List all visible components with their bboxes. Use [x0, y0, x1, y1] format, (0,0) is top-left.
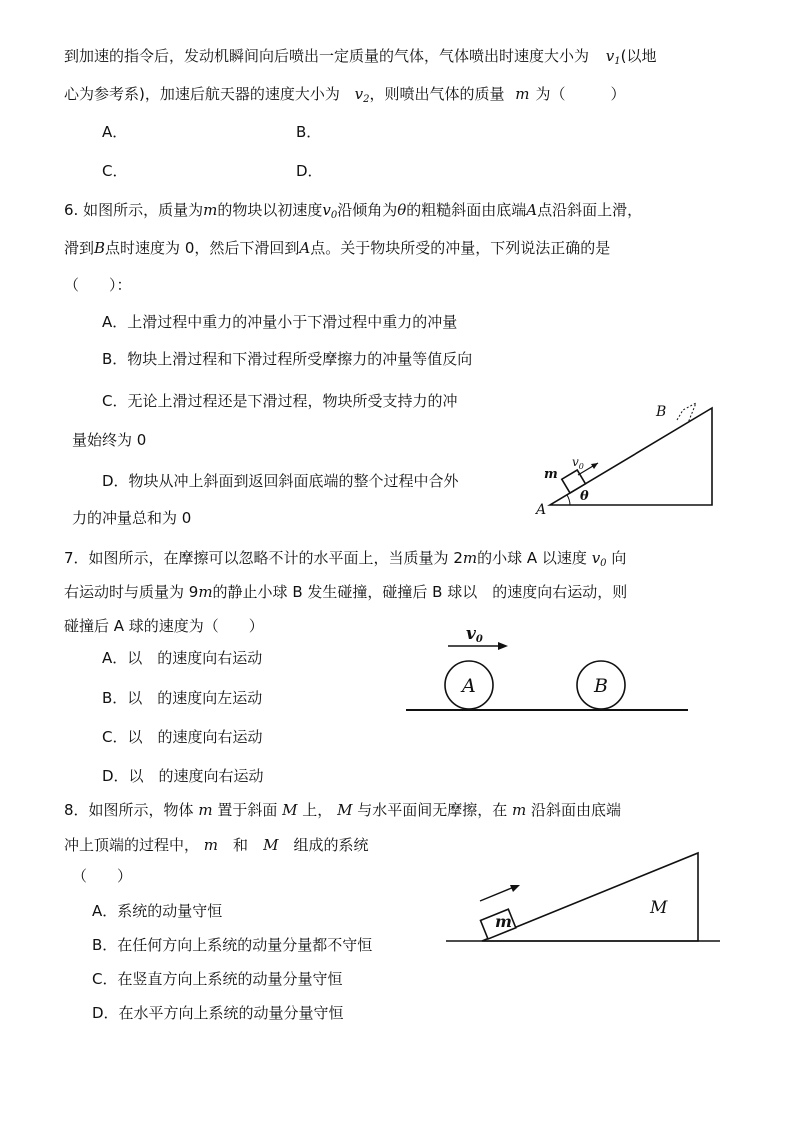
q6-stem-line-1: 6. 如图所示，质量为m的物块以初速度$v_0$沿倾角为θ的粗糙斜面由底端A点沿斜面上滑，: [64, 201, 643, 221]
q7-option-d: D．以 的速度向右运动: [102, 767, 264, 785]
label-M: M: [650, 898, 668, 918]
label-ball-b: B: [594, 675, 608, 697]
q8-answer-blank: （ ）: [72, 867, 133, 885]
q6-option-c-line-2: 量始终为 0: [72, 431, 147, 449]
label-m: m: [544, 467, 558, 482]
label-m: m: [495, 912, 512, 931]
q7-option-a: A．以 的速度向右运动: [102, 649, 263, 667]
q5-m-symbol: m: [515, 85, 530, 103]
q7-option-b: B．以 的速度向左运动: [102, 689, 263, 707]
label-b: B: [656, 404, 667, 420]
q6-option-a: A．上滑过程中重力的冲量小于下滑过程中重力的冲量: [102, 313, 458, 331]
label-ball-a: A: [462, 675, 476, 697]
label-a: A: [536, 502, 547, 518]
velocity-arrow: [480, 887, 514, 901]
label-theta: θ: [580, 489, 589, 504]
q8-option-c: C．在竖直方向上系统的动量分量守恒: [92, 970, 343, 988]
q5-option-d: D．: [296, 162, 323, 180]
q8-option-b: B．在任何方向上系统的动量分量都不守恒: [92, 936, 373, 954]
q6-option-c-line-1: C．无论上滑过程还是下滑过程，物块所受支持力的冲: [102, 392, 458, 410]
q7-collision-figure: [400, 618, 700, 718]
q5-v1-symbol: $v_1$: [605, 47, 621, 67]
q5-v2-symbol: $v_2$: [354, 85, 370, 105]
q8-stem-line-2: 冲上顶端的过程中， m 和 M 组成的系统: [64, 836, 369, 854]
q8-stem-line-1: 8．如图所示，物体 m 置于斜面 M 上， M 与水平面间无摩擦，在 m 沿斜面由底端: [64, 801, 622, 819]
q6-option-d-line-1: D．物块从冲上斜面到返回斜面底端的整个过程中合外: [102, 472, 459, 490]
q8-option-a: A．系统的动量守恒: [92, 902, 223, 920]
q7-option-c: C．以 的速度向右运动: [102, 728, 263, 746]
q5-line-2: 心为参考系)，加速后航天器的速度大小为 $v_2$，则喷出气体的质量 m 为（ ）: [64, 85, 626, 105]
q7-stem-line-2: 右运动时与质量为 9m的静止小球 B 发生碰撞，碰撞后 B 球以 的速度向右运动，则: [64, 583, 628, 601]
label-v0: v0: [466, 624, 483, 645]
q5-option-c: C．: [102, 162, 128, 180]
q8-wedge-figure: [440, 845, 725, 950]
q5-line-1: 到加速的指令后，发动机瞬间向后喷出一定质量的气体，气体喷出时速度大小为 $v_1$(以地: [64, 47, 657, 67]
theta-arc: [567, 495, 570, 505]
q6-stem-line-2: 滑到B点时速度为 0，然后下滑回到A点。关于物块所受的冲量，下列说法正确的是: [64, 239, 611, 257]
q6-option-d-line-2: 力的冲量总和为 0: [72, 509, 192, 527]
q5-option-b: B．: [296, 123, 322, 141]
q7-stem-line-3: 碰撞后 A 球的速度为（ ）: [64, 617, 264, 635]
q6-incline-figure: [528, 392, 728, 522]
q8-option-d: D．在水平方向上系统的动量分量守恒: [92, 1004, 344, 1022]
q5-option-a: A．: [102, 123, 128, 141]
q6-option-b: B．物块上滑过程和下滑过程所受摩擦力的冲量等值反向: [102, 350, 473, 368]
q7-stem-line-1: 7．如图所示，在摩擦可以忽略不计的水平面上，当质量为 2m的小球 A 以速度 $v_0$ 向: [64, 549, 627, 569]
q6-answer-blank: （ ）：: [64, 276, 132, 294]
label-v0: $v_0$: [572, 455, 584, 471]
